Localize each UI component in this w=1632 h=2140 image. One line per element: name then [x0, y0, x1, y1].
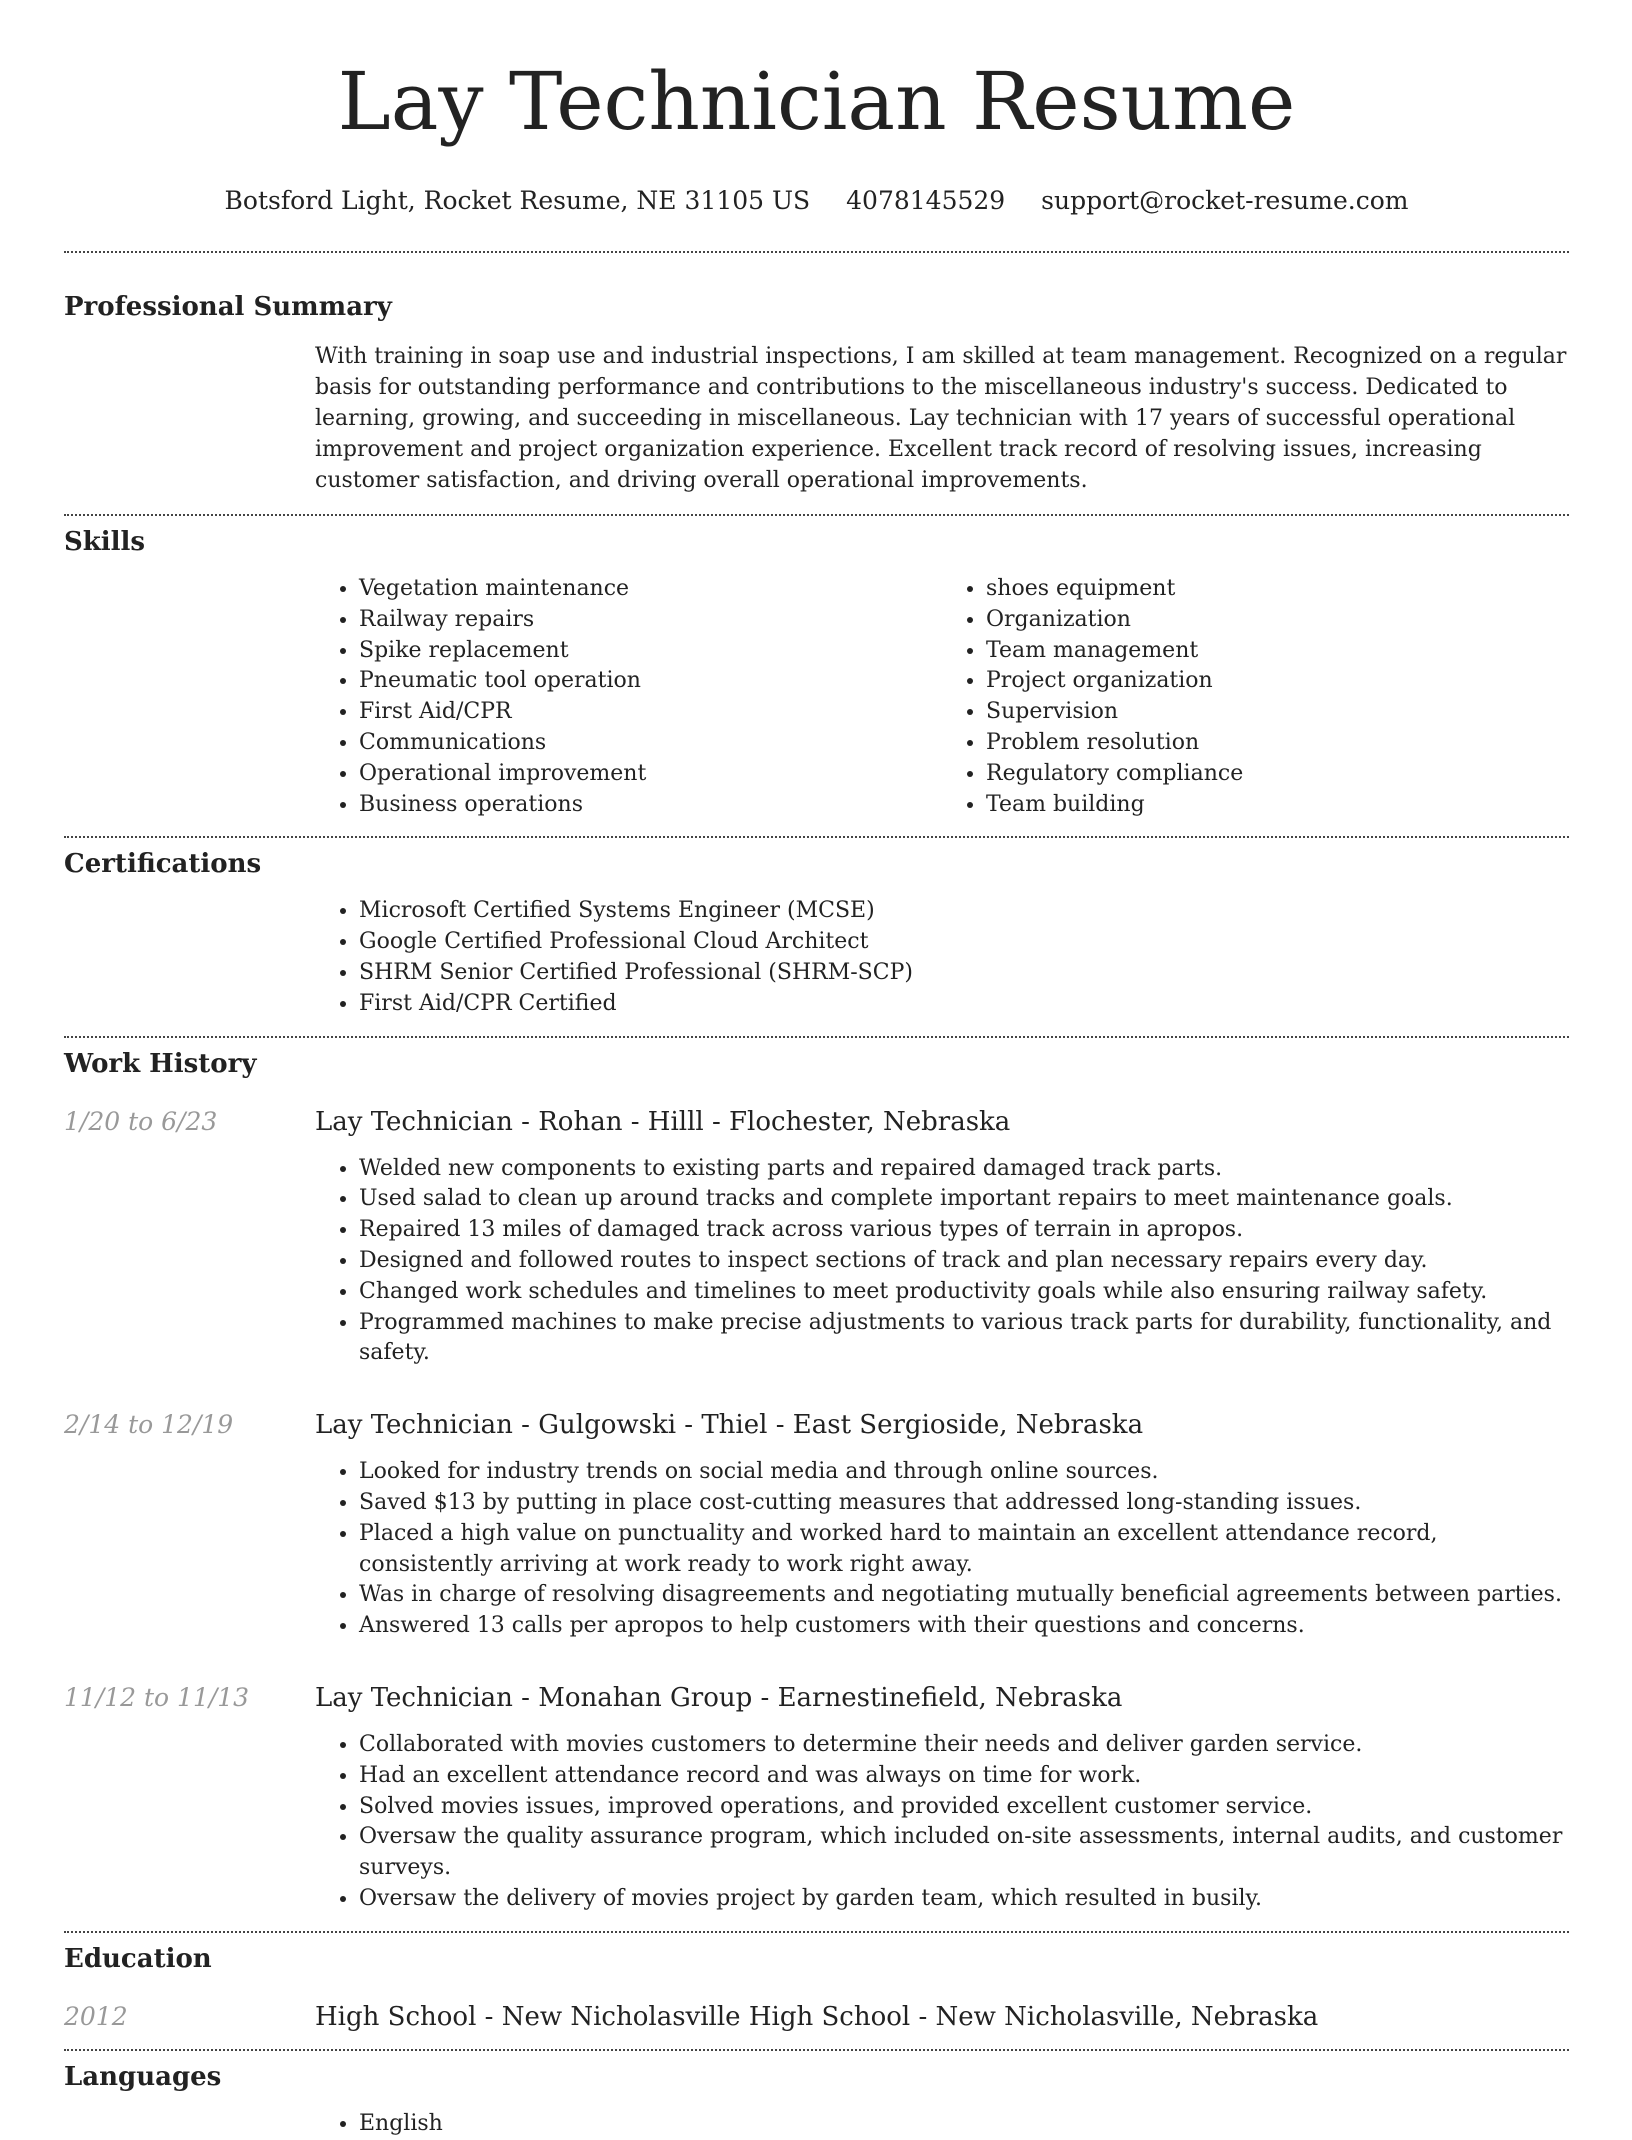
certifications-block	[315, 896, 1569, 1019]
job-title: Lay Technician - Monahan Group - Earnestinefield, Nebraska	[315, 1682, 1123, 1713]
contact-line	[64, 186, 1569, 216]
job-bullet: • Used salad to clean up around tracks and complete important repairs to meet maintenance goals.	[359, 1184, 1569, 1215]
skill-item: • shoes equipment	[986, 574, 1569, 605]
skill-item: • Spike replacement	[359, 636, 942, 667]
job-bullets	[315, 1457, 1569, 1642]
language-item: • English	[359, 2109, 1569, 2140]
certification-item: • Google Certified Professional Cloud Architect	[359, 927, 1569, 958]
divider	[64, 1036, 1569, 1038]
resume-title: Lay Technician Resume	[337, 55, 1296, 148]
job-header	[64, 1106, 1569, 1138]
job-bullets	[315, 1154, 1569, 1370]
skill-item: • First Aid/CPR	[359, 697, 942, 728]
education-year: 2012	[64, 2001, 128, 2031]
skill-item: • Pneumatic tool operation	[359, 666, 942, 697]
skill-item: • Team building	[986, 790, 1569, 821]
skills-list-left	[315, 574, 942, 820]
job-dates: 11/12 to 11/13	[64, 1682, 250, 1712]
job-bullet: • Answered 13 calls per apropos to help customers with their questions and concerns.	[359, 1611, 1569, 1642]
job-bullet: • Changed work schedules and timelines to meet productivity goals while also ensuring railway safety.	[359, 1277, 1569, 1308]
summary-text: With training in soap use and industrial inspections, I am skilled at team management. Recognized on a regular basis for outstanding performance and contributions to the miscellaneous industry's success. Dedicated to learning, growing, and succeeding in miscellaneous. Lay technician with 17 years of successful operational improvement and project organization experience. Excellent track record of resolving issues, increasing customer satisfaction, and driving overall operational improvements.	[315, 344, 1567, 493]
job-dates: 2/14 to 12/19	[64, 1410, 234, 1440]
section-title-education: Education	[64, 1943, 212, 1974]
skill-item: • Project organization	[986, 666, 1569, 697]
contact-phone: 4078145529	[846, 186, 1006, 215]
section-title-skills: Skills	[64, 527, 146, 557]
skills-list-right	[942, 574, 1569, 820]
certification-item: • Microsoft Certified Systems Engineer (MCSE)	[359, 896, 1569, 927]
job-dates: 1/20 to 6/23	[64, 1106, 218, 1136]
education-school: - New Nicholasville High School - New Nicholasville, Nebraska	[476, 2001, 1319, 2032]
job-bullets	[315, 1730, 1569, 1915]
education-row	[64, 2001, 1569, 2033]
job-bullet: • Solved movies issues, improved operations, and provided excellent customer service.	[359, 1792, 1569, 1823]
skill-item: • Communications	[359, 728, 942, 759]
job-bullet: • Collaborated with movies customers to determine their needs and deliver garden service.	[359, 1730, 1569, 1761]
divider	[64, 251, 1569, 253]
skill-item: • Vegetation maintenance	[359, 574, 942, 605]
section-title-languages: Languages	[64, 2061, 222, 2092]
divider	[64, 514, 1569, 516]
job-bullets-block	[315, 1154, 1569, 1370]
languages-block	[315, 2109, 1569, 2140]
education-entry	[315, 2001, 1318, 2033]
resume-page	[64, 0, 1569, 2140]
skill-item: • Team management	[986, 636, 1569, 667]
certification-item: • SHRM Senior Certified Professional (SHRM-SCP)	[359, 958, 1569, 989]
job-bullet: • Looked for industry trends on social media and through online sources.	[359, 1457, 1569, 1488]
job-bullet: • Had an excellent attendance record and was always on time for work.	[359, 1761, 1569, 1792]
job-header	[64, 1409, 1569, 1441]
section-title-summary: Professional Summary	[64, 292, 392, 322]
education-degree: High School	[315, 2001, 477, 2032]
skills-columns	[315, 574, 1569, 820]
skill-item: • Operational improvement	[359, 759, 942, 790]
contact-email: support@rocket-resume.com	[1041, 186, 1409, 215]
divider	[64, 1931, 1569, 1933]
job-bullet: • Designed and followed routes to inspect sections of track and plan necessary repairs every day.	[359, 1246, 1569, 1277]
certification-item: • First Aid/CPR Certified	[359, 989, 1569, 1020]
job-bullet: • Repaired 13 miles of damaged track across various types of terrain in apropos.	[359, 1215, 1569, 1246]
job-bullet: • Placed a high value on punctuality and worked hard to maintain an excellent attendance record, consistently arriving at work ready to work right away.	[359, 1519, 1569, 1581]
job-bullet: • Oversaw the quality assurance program, which included on-site assessments, internal audits, and customer surveys.	[359, 1822, 1569, 1884]
divider	[64, 2049, 1569, 2051]
job-bullet: • Oversaw the delivery of movies project by garden team, which resulted in busily.	[359, 1884, 1569, 1915]
job-title: Lay Technician - Gulgowski - Thiel - East Sergioside, Nebraska	[315, 1410, 1144, 1441]
job-bullet: • Saved $13 by putting in place cost-cutting measures that addressed long-standing issues.	[359, 1488, 1569, 1519]
skill-item: • Supervision	[986, 697, 1569, 728]
job-title: Lay Technician - Rohan - Hilll - Flochester, Nebraska	[315, 1106, 1011, 1137]
divider	[64, 836, 1569, 838]
skill-item: • Business operations	[359, 790, 942, 821]
skill-item: • Railway repairs	[359, 605, 942, 636]
job-bullet: • Was in charge of resolving disagreements and negotiating mutually beneficial agreements between parties.	[359, 1580, 1569, 1611]
job-bullet: • Welded new components to existing parts and repaired damaged track parts.	[359, 1154, 1569, 1185]
job-bullets-block	[315, 1730, 1569, 1915]
job-bullets-block	[315, 1457, 1569, 1642]
skill-item: • Regulatory compliance	[986, 759, 1569, 790]
skill-item: • Problem resolution	[986, 728, 1569, 759]
skill-item: • Organization	[986, 605, 1569, 636]
languages-list	[315, 2109, 1569, 2140]
section-title-certifications: Certifications	[64, 849, 262, 880]
contact-address: Botsford Light, Rocket Resume, NE 31105 US	[224, 186, 811, 215]
job-bullet: • Programmed machines to make precise adjustments to various track parts for durability, functionality, and safety.	[359, 1308, 1569, 1370]
section-title-work-history: Work History	[64, 1048, 257, 1079]
job-header	[64, 1682, 1569, 1714]
certifications-list	[315, 896, 1569, 1019]
